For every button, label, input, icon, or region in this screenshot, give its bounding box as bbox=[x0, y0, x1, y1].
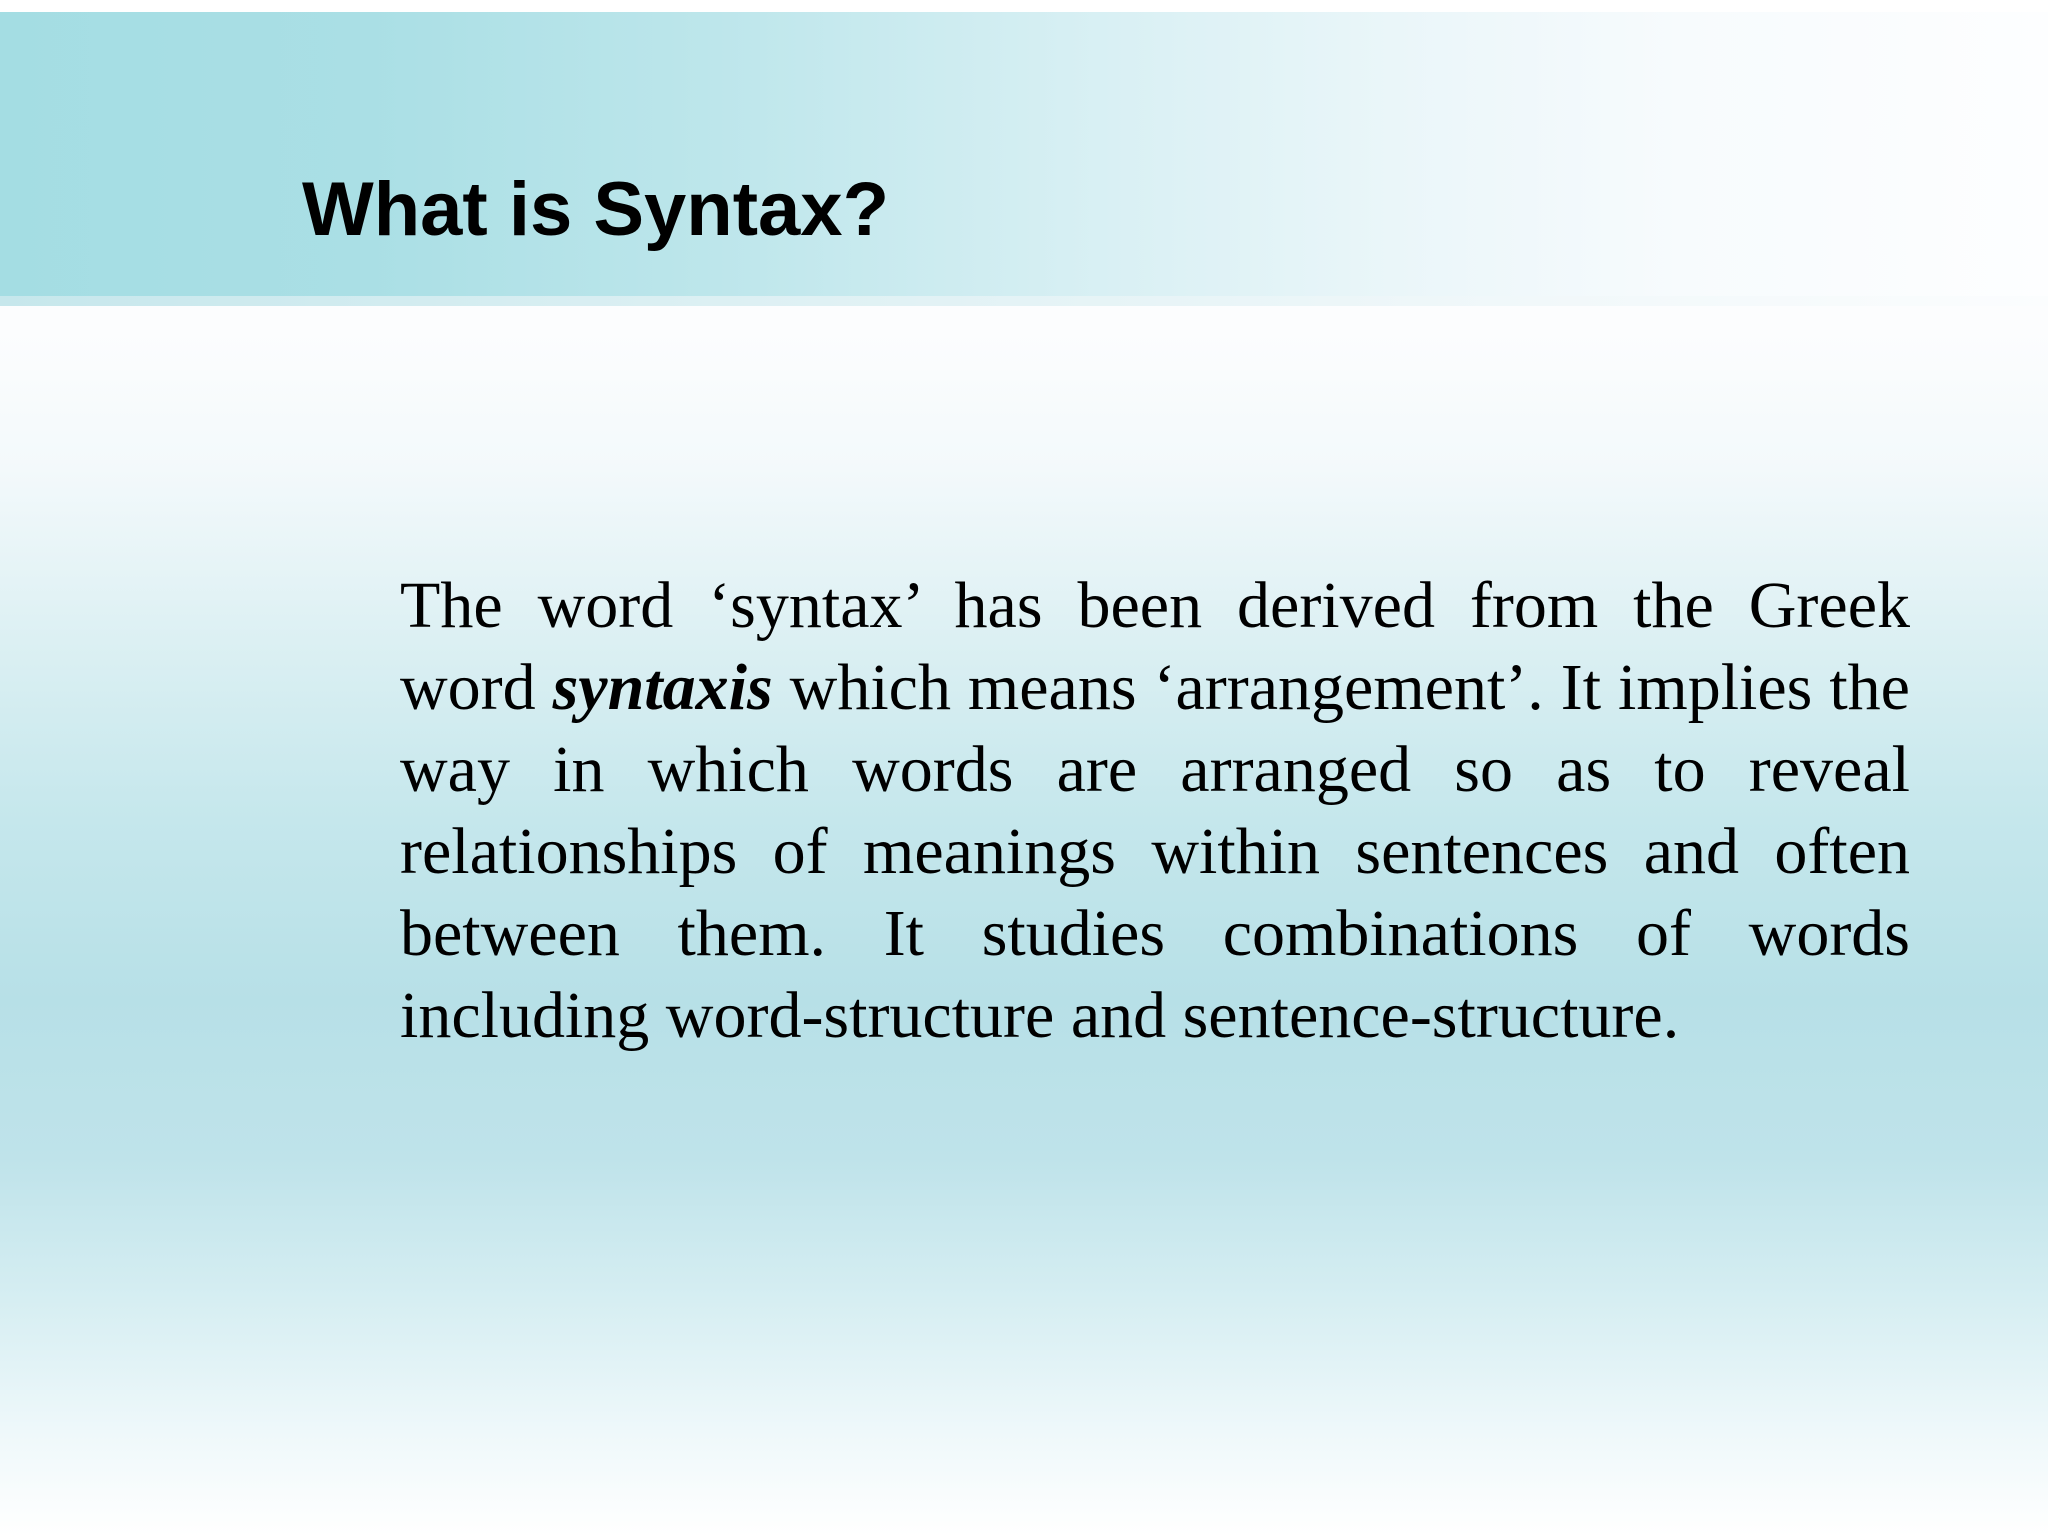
emphasized-term: syntaxis bbox=[552, 651, 773, 724]
body-text-part1: The word ‘syntax’ has been derived from the Greek word bbox=[400, 569, 1910, 724]
top-strip bbox=[0, 0, 2048, 12]
body-paragraph bbox=[400, 565, 1910, 1057]
slide-title: What is Syntax? bbox=[302, 167, 889, 252]
body-text-part2: which means ‘arrangement’. It implies the way in which words are arranged so as to reveal relationships of meanings within sentences and often between them. It studies combinations of words including word-structure and sentence-structure. bbox=[400, 651, 1910, 1052]
title-band bbox=[0, 12, 2048, 296]
